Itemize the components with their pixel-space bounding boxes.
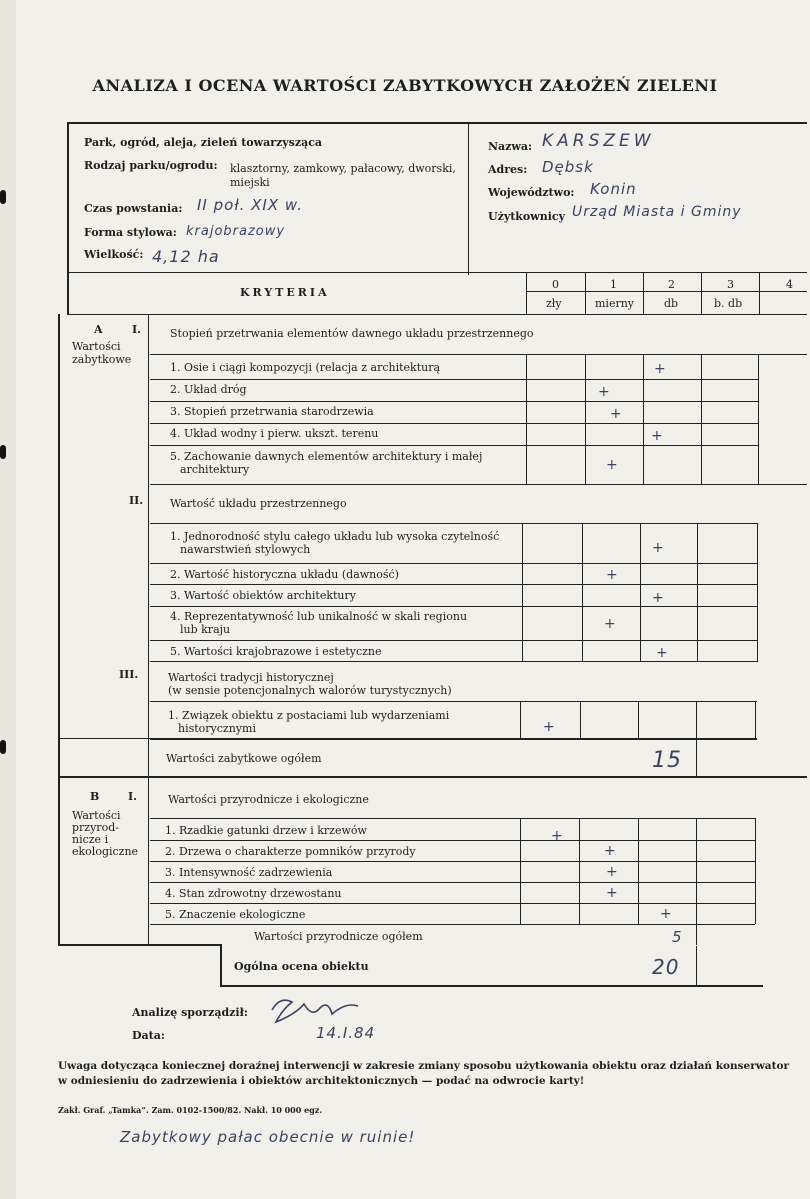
size-label: Wielkość: [84,248,144,261]
a-total-value: 15 [652,748,682,773]
kind-options: klasztorny, zamkowy, pałacowy, dworski, [230,162,456,175]
section-b-roman: I. [128,790,137,803]
date-label: Data: [132,1029,165,1042]
col-line [701,272,702,314]
note-line-2: w odniesieniu do zadrzewienia i obiektów architektonicznych — podać na odwrocie karty! [58,1075,585,1087]
row-line [150,776,807,778]
criterion-row: 1. Jednorodność stylu całego układu lub wysoka czytelność [170,530,500,543]
criterion-row: 5. Wartości krajobrazowe i estetyczne [170,645,382,658]
score-mark: + [652,540,664,556]
col-line [757,523,758,661]
col-line [696,946,697,986]
a1-title: Stopień przetrwania elementów dawnego układu przestrzennego [170,327,534,340]
section-a-roman: I. [132,323,141,336]
date-value: 14.I.84 [316,1024,376,1042]
created-value: II poł. XIX w. [197,196,303,214]
row-line [150,701,757,702]
col-line [520,701,521,739]
col-line [640,523,641,661]
col-line [697,523,698,661]
criterion-row: 4. Stan zdrowotny drzewostanu [165,887,342,900]
score-mark: + [660,906,672,922]
a2-title: Wartość układu przestrzennego [170,497,347,510]
row-line [150,738,757,740]
score-mark: + [598,384,610,400]
row-line [150,379,758,380]
kind-label: Rodzaj parku/ogrodu: [84,159,218,172]
score-mark: + [604,616,616,632]
name-label: Nazwa: [488,140,533,153]
score-mark: + [606,567,618,583]
col-line [643,354,644,484]
col-line [701,354,702,484]
score-2: 2 [668,278,675,291]
criterion-row: 3. Stopień przetrwania starodrzewia [170,405,374,418]
handwritten-note: Zabytkowy pałac obecnie w ruinie! [120,1128,416,1146]
col-line [638,818,639,924]
criterion-row-cont: architektury [180,463,250,476]
voivodeship-label: Województwo: [488,186,575,199]
criterion-row: 2. Drzewa o charakterze pomników przyrody [165,845,416,858]
criterion-row-cont: lub kraju [180,623,231,636]
score-mark: + [604,843,616,859]
b-total-label: Wartości przyrodnicze ogółem [254,930,423,943]
frame-left-top [67,122,69,275]
criterion-row: 5. Zachowanie dawnych elementów architektury i małej [170,450,483,463]
overall-label: Ogólna ocena obiektu [234,960,369,973]
b1-title: Wartości przyrodnicze i ekologiczne [168,793,369,806]
col-line [643,272,644,314]
row-line [150,882,755,883]
section-b-name: nicze i [72,833,109,846]
a3-title: Wartości tradycji historycznej [168,671,334,684]
score-mark: + [551,828,563,844]
form-sheet [16,0,810,1199]
criterion-row: 1. Osie i ciągi kompozycji (relacja z architekturą [170,361,441,374]
col-line [580,701,581,739]
style-value: krajobrazowy [186,224,286,239]
score-3: 3 [727,278,734,291]
criterion-row: 4. Reprezentatywność lub unikalność w skali regionu [170,610,468,623]
score-mark: + [656,645,668,661]
row-line [150,640,758,641]
criterion-row: 3. Intensywność zadrzewienia [165,866,333,879]
b-section-top-left [58,776,150,778]
binder-hole [0,445,6,459]
row-line [150,484,807,485]
col-line [696,701,697,739]
a-total-label: Wartości zabytkowe ogółem [166,752,322,765]
row-line [150,584,758,585]
overall-left [220,944,222,986]
row-line [150,563,758,564]
col-line [526,354,527,484]
row-line [150,606,758,607]
frame-left [58,314,60,946]
score-mark: + [543,719,555,735]
kind-options-2: miejski [230,176,270,189]
col-line [522,523,523,661]
score-mark: + [654,361,666,377]
col-line [526,272,527,314]
criterion-row: 2. Wartość historyczna układu (dawność) [170,568,399,581]
a-b-divider-left [58,738,150,739]
criterion-row: 1. Rzadkie gatunki drzew i krzewów [165,824,367,837]
b-total-value: 5 [672,928,683,946]
criterion-row: 1. Związek obiektu z postaciami lub wydarzeniami [168,709,450,722]
row-line [150,661,758,662]
section-b-name: przyrod- [72,821,119,834]
created-label: Czas powstania: [84,202,183,215]
users-label: Użytkownicy [488,210,566,223]
criterion-row: 5. Znaczenie ekologiczne [165,908,306,921]
col-line [696,739,697,777]
score-4: 4 [786,278,793,291]
section-b-name: ekologiczne [72,845,139,858]
address-value: Dębsk [542,158,594,176]
criterion-row-cont: historycznymi [178,722,256,735]
overall-value: 20 [652,955,680,979]
col-line [755,701,756,739]
section-a2-roman: II. [129,494,144,507]
score-mark: + [610,406,622,422]
object-type-line: Park, ogród, aleja, zieleń towarzysząca [84,136,323,149]
grade-zly: zły [546,297,562,310]
header-bottom [67,272,807,273]
row-line [150,903,755,904]
col-line [638,701,639,739]
criterion-row-cont: nawarstwień stylowych [180,543,311,556]
col-line [696,818,697,945]
grade-bdb: b. db [714,297,743,310]
score-mark: + [606,885,618,901]
score-divider [526,291,807,292]
col-line [758,354,759,484]
overall-bottom [220,985,763,987]
criterion-row: 3. Wartość obiektów architektury [170,589,356,602]
col-line [585,354,586,484]
voivodeship-value: Konin [590,180,637,198]
row-line [150,818,755,819]
prepared-label: Analizę sporządził: [132,1006,248,1019]
col-line [582,523,583,661]
address-label: Adres: [488,163,528,176]
score-1: 1 [610,278,617,291]
score-mark: + [651,428,663,444]
row-line [150,401,758,402]
col-line [579,818,580,924]
binder-hole [0,190,6,204]
form-title: ANALIZA I OCENA WARTOŚCI ZABYTKOWYCH ZAŁOŻEŃ ZIELENI [92,76,718,95]
row-line [150,861,755,862]
section-b-name: Wartości [72,809,121,822]
users-value: Urząd Miasta i Gminy [572,204,742,220]
frame-bottom-left [58,944,150,946]
criterion-row: 4. Układ wodny i pierw. ukszt. terenu [170,427,379,440]
row-line [150,924,755,925]
frame-bottom-mid [150,944,222,946]
section-col-divider [148,314,149,946]
kryteria-bottom [67,314,807,315]
col-line [755,818,756,924]
row-line [150,523,758,524]
size-value: 4,12 ha [152,247,220,266]
name-value: KARSZEW [542,131,655,151]
grade-mierny: mierny [595,297,635,310]
section-a-name: Wartości zabytkowe [72,340,132,366]
binder-hole [0,740,6,754]
kryteria-left [67,272,69,314]
col-line [759,272,760,314]
section-a3-roman: III. [119,668,139,681]
print-info: Zakł. Graf. „Tamka”. Zam. 0102-1500/82. Nakł. 10 000 egz. [58,1105,323,1115]
score-mark: + [652,590,664,606]
header-divider [468,122,469,275]
row-line [150,445,758,446]
frame-top [67,122,807,124]
row-line [150,423,758,424]
row-line [150,840,755,841]
row-line [150,354,807,355]
criteria-label: KRYTERIA [240,286,330,299]
criterion-row: 2. Układ dróg [170,383,247,396]
section-a-letter: A [94,323,103,336]
score-mark: + [606,864,618,880]
score-0: 0 [552,278,559,291]
col-line [520,818,521,924]
a3-title-2: (w sensie potencjonalnych walorów turystycznych) [168,684,452,697]
style-label: Forma stylowa: [84,226,177,239]
grade-db: db [664,297,679,310]
section-b-letter: B [90,790,100,803]
score-mark: + [606,457,618,473]
col-line [585,272,586,314]
note-line-1: Uwaga dotycząca koniecznej doraźnej interwencji w zakresie zmiany sposobu użytkowania obiektu oraz działań konserwator [58,1060,789,1072]
